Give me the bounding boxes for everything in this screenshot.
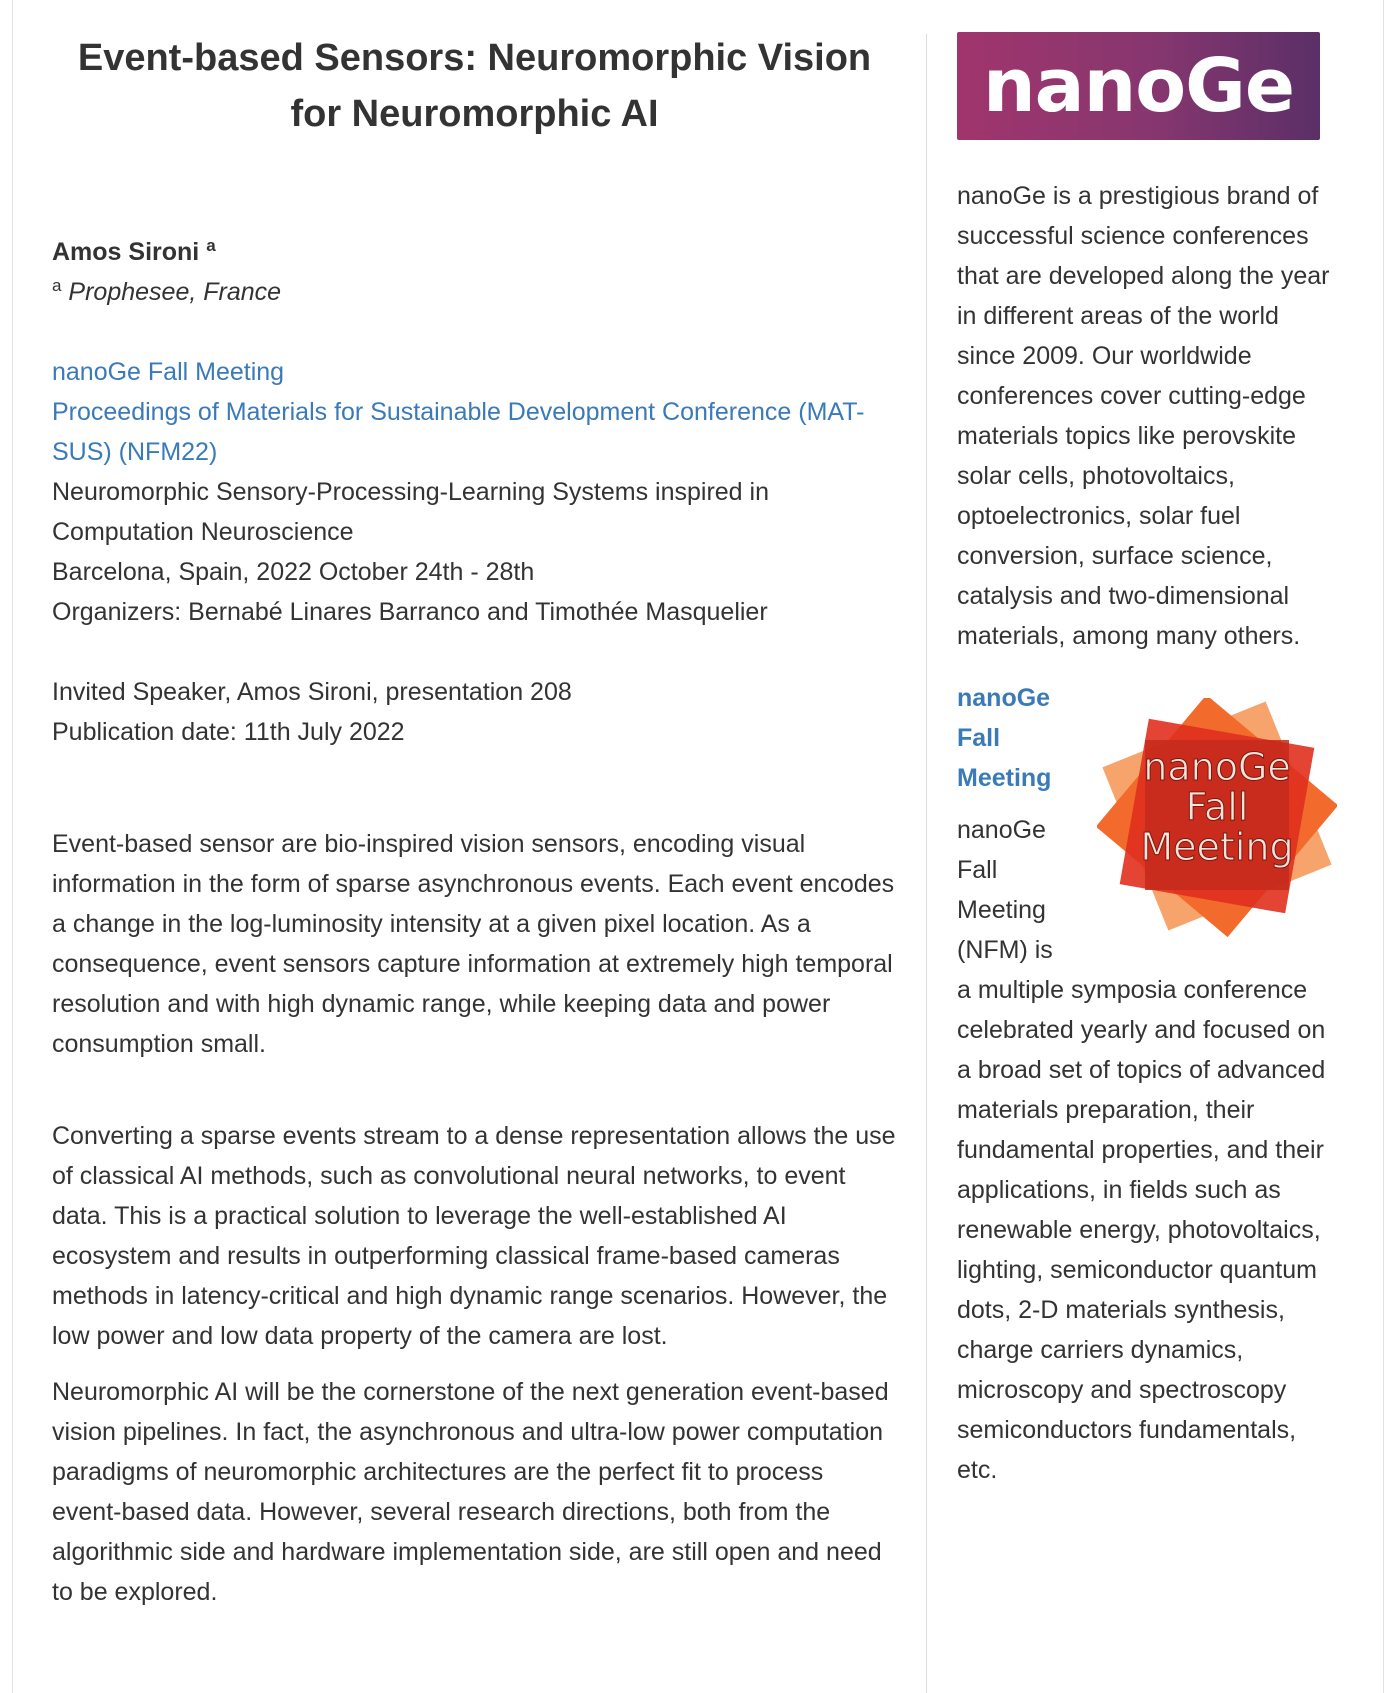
author-sup: a: [206, 236, 216, 255]
nfm-title-link[interactable]: nanoGe Fall Meeting: [957, 684, 1052, 792]
proceedings-link[interactable]: Proceedings of Materials for Sustainable Development Conference (MAT-SUS) (NFM22): [52, 398, 865, 466]
nfm-logo-line-1: nanoGe: [1143, 745, 1291, 789]
affiliation: Prophesee, France: [68, 278, 282, 306]
speaker-line: Invited Speaker, Amos Sironi, presentation 208: [52, 678, 572, 706]
nfm-logo-line-3: Meeting: [1140, 825, 1294, 869]
symposium-name: Neuromorphic Sensory-Processing-Learning Systems inspired in Computation Neuroscience: [52, 478, 769, 546]
nfm-logo[interactable]: [1097, 698, 1337, 938]
nfm-description-rest: a multiple symposia conference celebrated yearly and focused on a broad set of topics of advanced materials preparation, their fundamental properties, and their applications, in fields such as renewable energy, photovoltaics, lighting, semiconductor quantum dots, 2-D materials synthesis, charge carriers dynamics, microscopy and spectroscopy semiconductors fundamentals, etc.: [957, 976, 1326, 1484]
location-date: Barcelona, Spain, 2022 October 24th - 28th: [52, 558, 535, 586]
article-main: [52, 30, 897, 1612]
brand-description: nanoGe is a prestigious brand of successful science conferences that are developed along the year in different areas of the world since 2009. Our worldwide conferences cover cutting-edge materials topics like perovskite solar cells, photovoltaics, optoelectronics, solar fuel conversion, surface science, catalysis and two-dimensional materials, among many others.: [957, 182, 1330, 650]
affiliation-line: [52, 272, 897, 312]
nfm-logo-line-2: Fall: [1185, 785, 1249, 829]
nfm-description-start: nanoGe Fall Meeting (NFM) is: [957, 816, 1053, 964]
author-line: [52, 232, 897, 272]
abstract-paragraph-3: Neuromorphic AI will be the cornerstone of the next generation event-based vision pipelines. In fact, the asynchronous and ultra-low power computation paradigms of neuromorphic architectures are the perfect fit to process event-based data. However, several research directions, both from the algorithmic side and hardware implementation side, are still open and need to be explored.: [52, 1378, 889, 1606]
organizers: Organizers: Bernabé Linares Barranco and Timothée Masquelier: [52, 598, 768, 626]
article-title: Event-based Sensors: Neuromorphic Vision for Neuromorphic AI: [77, 37, 872, 135]
nanoge-logo[interactable]: [957, 32, 1320, 140]
nfm-section: [957, 678, 1337, 1490]
publication-date: Publication date: 11th July 2022: [52, 718, 405, 746]
author-name: Amos Sironi: [52, 238, 200, 266]
abstract-paragraph-2: Converting a sparse events stream to a dense representation allows the use of classical AI methods, such as convolutional neural networks, to event data. This is a practical solution to leverage the well-established AI ecosystem and results in outperforming classical frame-based cameras methods in latency-critical and high dynamic range scenarios. However, the low power and low data property of the camera are lost.: [52, 1122, 896, 1350]
sidebar: [957, 32, 1337, 1490]
affiliation-sup: a: [52, 276, 62, 295]
nanoge-logo-text: nanoGe: [982, 43, 1295, 129]
meeting-link[interactable]: nanoGe Fall Meeting: [52, 358, 285, 386]
column-divider: [926, 34, 927, 1693]
abstract-paragraph-1: Event-based sensor are bio-inspired vision sensors, encoding visual information in the form of sparse asynchronous events. Each event encodes a change in the log-luminosity intensity at a given pixel location. As a consequence, event sensors capture information at extremely high temporal resolution and with high dynamic range, while keeping data and power consumption small.: [52, 830, 895, 1058]
